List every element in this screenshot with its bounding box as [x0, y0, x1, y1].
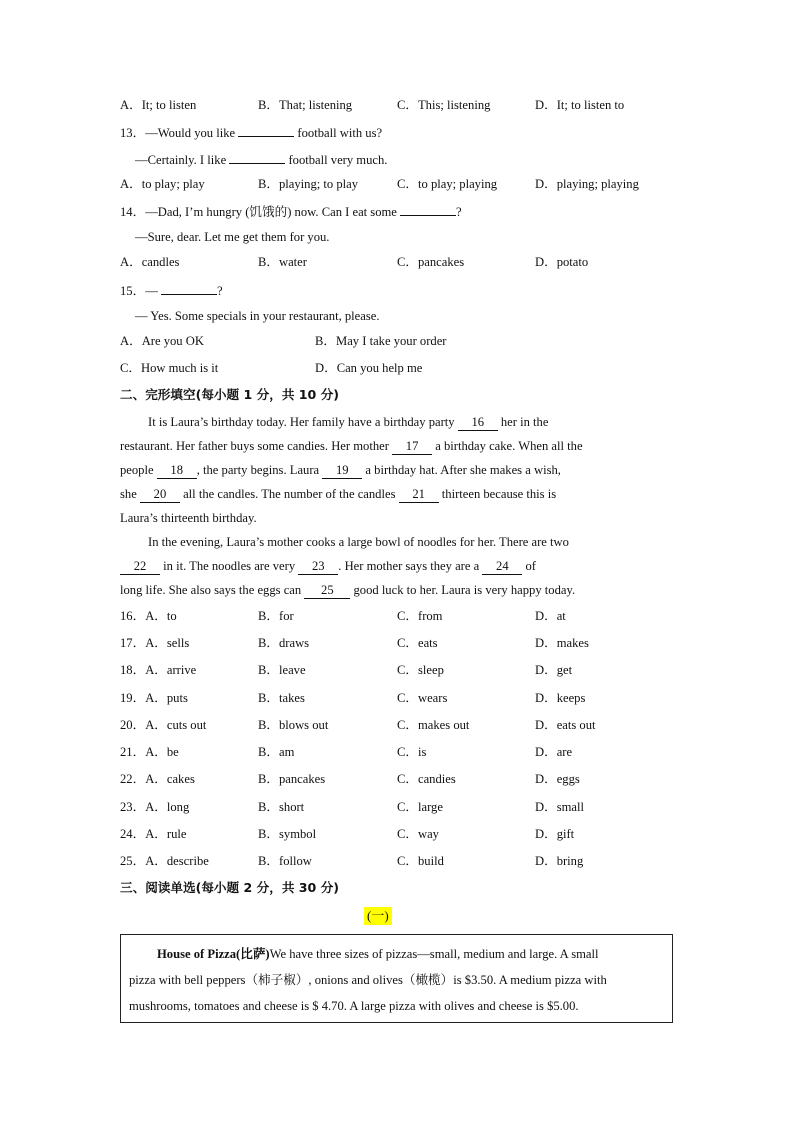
q15-prefix: 15．—	[120, 284, 161, 298]
passage-line	[120, 410, 665, 434]
q15-stem	[120, 282, 223, 299]
q23-option-d: D．small	[535, 800, 584, 814]
reading-line	[129, 941, 664, 967]
passage-text: . Her mother says they are a	[338, 559, 483, 573]
passage-text: good luck to her. Laura is very happy today.	[350, 583, 576, 597]
q22-option-b: B．pancakes	[258, 772, 326, 786]
q13-prefix: 13．—Would you like	[120, 126, 239, 140]
q12-option-a: A．It; to listen	[120, 98, 197, 112]
q17-option-c: C．eats	[397, 636, 438, 650]
q12-option-c: C．This; listening	[397, 98, 491, 112]
section-2-title: 二、完形填空(每小题 1 分，共 10 分)	[120, 387, 340, 402]
reading-line: mushrooms, tomatoes and cheese is $ 4.70. A large pizza with olives and cheese is $5.00.	[129, 999, 579, 1013]
blank-22: 22	[120, 559, 160, 575]
q24-option-b: B．symbol	[258, 827, 317, 841]
q13-blank	[238, 124, 294, 137]
q13-suffix: football with us?	[294, 126, 383, 140]
q14-suffix: ?	[456, 205, 462, 219]
q22-option-c: C．candies	[397, 772, 456, 786]
q15-option-b: B．May I take your order	[315, 334, 447, 348]
q20-option-d: D．eats out	[535, 718, 596, 732]
passage-line	[120, 554, 665, 578]
q14-prefix: 14．—Dad, I’m hungry (饥饿的) now. Can I eat some	[120, 205, 401, 219]
blank-21: 21	[399, 487, 439, 503]
passage-text: of	[522, 559, 536, 573]
q15-suffix: ?	[216, 284, 223, 298]
q13-option-a: A．to play; play	[120, 177, 205, 191]
q20-option-c: C．makes out	[397, 718, 470, 732]
q17-option-a: 17．A．sells	[120, 636, 190, 650]
q13-option-c: C．to play; playing	[397, 177, 498, 191]
q18-option-d: D．get	[535, 663, 573, 677]
q18-option-c: C．sleep	[397, 663, 444, 677]
passage-line	[120, 458, 665, 482]
q14-option-a: A．candles	[120, 255, 180, 269]
passage-line	[120, 482, 665, 506]
blank-16: 16	[458, 415, 498, 431]
q16-option-c: C．from	[397, 609, 443, 623]
q14-option-c: C．pancakes	[397, 255, 465, 269]
passage-text: restaurant. Her father buys some candies. Her mother	[120, 439, 393, 453]
q14-blank	[400, 203, 456, 216]
q22-option-d: D．eggs	[535, 772, 580, 786]
passage-line	[120, 506, 665, 530]
q25-option-b: B．follow	[258, 854, 312, 868]
passage-line	[120, 578, 665, 602]
q17-option-b: B．draws	[258, 636, 310, 650]
q25-option-a: 25．A．describe	[120, 854, 209, 868]
reading-passage-box	[120, 934, 673, 1023]
passage-text: , the party begins. Laura	[196, 463, 323, 477]
q13-option-b: B．playing; to play	[258, 177, 359, 191]
passage-text: long life. She also says the eggs can	[120, 583, 305, 597]
q13-option-d: D．playing; playing	[535, 177, 639, 191]
q14-option-d: D．potato	[535, 255, 589, 269]
blank-24: 24	[482, 559, 522, 575]
section-3-title: 三、阅读单选(每小题 2 分，共 30 分)	[120, 880, 340, 895]
passage-text: her in the	[497, 415, 549, 429]
q14-reply: —Sure, dear. Let me get them for you.	[135, 230, 330, 244]
q21-option-b: B．am	[258, 745, 295, 759]
blank-19: 19	[322, 463, 362, 479]
q14-stem	[120, 203, 462, 220]
q20-option-b: B．blows out	[258, 718, 329, 732]
q14-option-b: B．water	[258, 255, 307, 269]
reading-title: House of Pizza(比萨)	[157, 947, 270, 961]
q13-reply-blank	[229, 151, 285, 164]
q21-option-a: 21．A．be	[120, 745, 179, 759]
blank-18: 18	[157, 463, 197, 479]
q23-option-c: C．large	[397, 800, 443, 814]
q16-option-d: D．at	[535, 609, 566, 623]
q16-option-a: 16．A．to	[120, 609, 177, 623]
q15-blank	[161, 282, 217, 295]
q23-option-b: B．short	[258, 800, 305, 814]
blank-23: 23	[298, 559, 338, 575]
q19-option-a: 19．A．puts	[120, 691, 188, 705]
reading-text: We have three sizes of pizzas—small, medium and large. A small	[269, 947, 599, 961]
q15-option-c: C．How much is it	[120, 361, 219, 375]
passage-text: thirteen because this is	[438, 487, 557, 501]
q12-option-b: B．That; listening	[258, 98, 353, 112]
q24-option-a: 24．A．rule	[120, 827, 187, 841]
q19-option-d: D．keeps	[535, 691, 586, 705]
q22-option-a: 22．A．cakes	[120, 772, 195, 786]
passage-text: she	[120, 487, 140, 501]
passage-number-badge: (一)	[364, 907, 392, 925]
q13-reply-prefix: —Certainly. I like	[135, 153, 230, 167]
passage-text: people	[120, 463, 157, 477]
q13-reply	[135, 151, 387, 168]
blank-17: 17	[392, 439, 432, 455]
blank-20: 20	[140, 487, 180, 503]
reading-line: pizza with bell peppers（柿子椒）, onions and olives（橄榄）is $3.50. A medium pizza with	[129, 973, 607, 987]
passage-text: a birthday hat. After she makes a wish,	[362, 463, 561, 477]
q17-option-d: D．makes	[535, 636, 589, 650]
q16-option-b: B．for	[258, 609, 294, 623]
blank-25: 25	[304, 583, 350, 599]
passage-text: It is Laura’s birthday today. Her family have a birthday party	[148, 415, 458, 429]
passage-text: Laura’s thirteenth birthday.	[120, 511, 257, 525]
q25-option-d: D．bring	[535, 854, 584, 868]
q20-option-a: 20．A．cuts out	[120, 718, 207, 732]
q15-reply: — Yes. Some specials in your restaurant, please.	[135, 309, 380, 323]
passage-text: all the candles. The number of the candles	[179, 487, 399, 501]
passage-line	[120, 434, 665, 458]
q21-option-d: D．are	[535, 745, 573, 759]
q15-option-d: D．Can you help me	[315, 361, 423, 375]
cloze-passage	[120, 410, 665, 602]
q13-stem	[120, 124, 382, 141]
q12-option-d: D．It; to listen to	[535, 98, 625, 112]
q18-option-b: B．leave	[258, 663, 306, 677]
q19-option-c: C．wears	[397, 691, 448, 705]
q23-option-a: 23．A．long	[120, 800, 190, 814]
passage-text: In the evening, Laura’s mother cooks a large bowl of noodles for her. There are two	[148, 535, 569, 549]
q24-option-d: D．gift	[535, 827, 575, 841]
q25-option-c: C．build	[397, 854, 444, 868]
q24-option-c: C．way	[397, 827, 439, 841]
q19-option-b: B．takes	[258, 691, 305, 705]
q21-option-c: C．is	[397, 745, 427, 759]
passage-text: in it. The noodles are very	[160, 559, 299, 573]
passage-line	[120, 530, 665, 554]
q13-reply-suffix: football very much.	[285, 153, 388, 167]
q15-option-a: A．Are you OK	[120, 334, 204, 348]
q18-option-a: 18．A．arrive	[120, 663, 197, 677]
passage-text: a birthday cake. When all the	[432, 439, 583, 453]
